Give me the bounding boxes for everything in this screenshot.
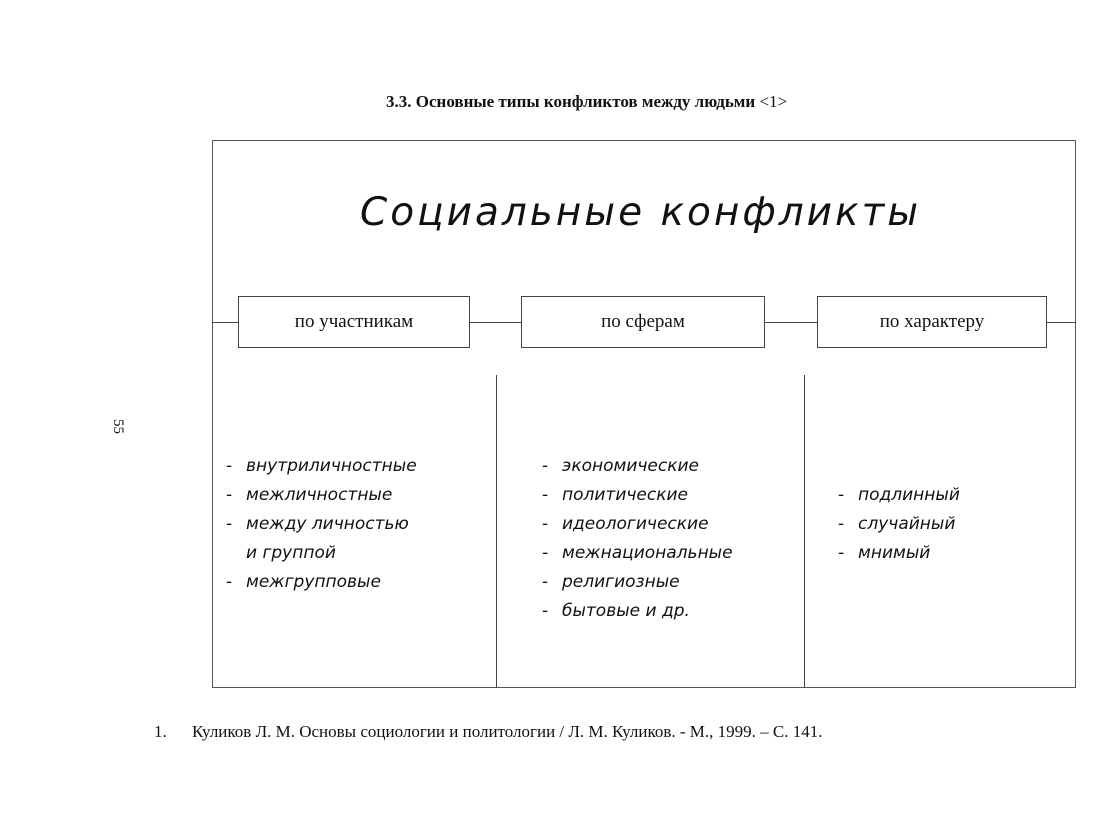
list-item: и группой [246, 543, 336, 563]
list-item: - экономические [542, 456, 700, 476]
category-box-character [817, 296, 1047, 348]
list-item: - межнациональные [542, 543, 733, 563]
footnote-text: Куликов Л. М. Основы социологии и политологии / Л. М. Куликов. - М., 1999. – С. 141. [192, 722, 823, 741]
list-item: - между личностью [226, 514, 409, 534]
list-item: - идеологические [542, 514, 709, 534]
list-item: - внутриличностные [226, 456, 417, 476]
list-item: - мнимый [838, 543, 931, 563]
column-divider-1 [496, 375, 497, 688]
diagram-title: Социальные конфликты [360, 190, 922, 235]
list-item: - межличностные [226, 485, 393, 505]
section-heading-text: 3.3. Основные типы конфликтов между людьми [386, 92, 756, 111]
list-item: - межгрупповые [226, 572, 381, 592]
category-label: по характеру [879, 311, 985, 332]
spheres-list [542, 452, 733, 626]
list-item: - бытовые и др. [542, 601, 690, 621]
footnote-number: 1. [154, 722, 167, 741]
section-heading [386, 92, 787, 112]
character-list [838, 481, 960, 568]
page-number: 55 [110, 419, 126, 434]
footnote-reference: <1> [759, 92, 788, 111]
category-box-spheres [521, 296, 765, 348]
category-label: по сферам [601, 311, 685, 332]
list-item: - случайный [838, 514, 956, 534]
list-item: - религиозные [542, 572, 680, 592]
column-divider-2 [804, 375, 805, 688]
list-item: - подлинный [838, 485, 960, 505]
participants-list [226, 452, 417, 597]
category-box-participants [238, 296, 470, 348]
list-item: - политические [542, 485, 689, 505]
footnote [154, 722, 823, 742]
category-label: по участникам [294, 311, 414, 332]
